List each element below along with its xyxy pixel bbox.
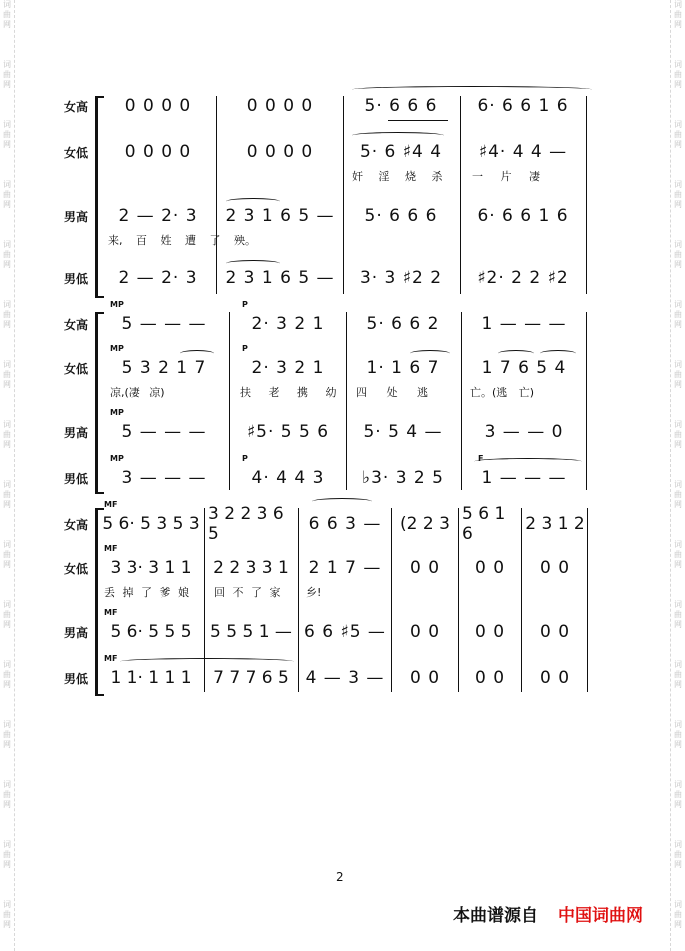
measure: 2 3 1 6 5 — [225, 268, 335, 288]
barline [229, 312, 230, 490]
system-brace [95, 312, 104, 494]
measure: 4· 4 4 3 [251, 468, 325, 488]
measure: 3 — — — [121, 468, 207, 488]
measure: 6· 6 6 1 6 [477, 206, 569, 226]
measure: 0 0 [409, 558, 441, 578]
page-number: 2 [336, 870, 344, 884]
watermark-glyph: 网 [3, 320, 11, 329]
watermark-glyph: 曲 [3, 730, 11, 739]
watermark-glyph: 词 [674, 480, 682, 489]
dynamic-marking: MF [104, 654, 118, 663]
watermark-glyph: 词 [3, 240, 11, 249]
watermark-glyph: 词 [3, 780, 11, 789]
barline [216, 96, 217, 294]
watermark-glyphs [1, 240, 13, 270]
watermark-glyphs [672, 840, 684, 870]
measure: 5· 6 6 2 [366, 314, 440, 334]
watermark-glyph: 词 [3, 660, 11, 669]
watermark-glyphs [1, 480, 13, 510]
lyric-line: 丢 掉 了 爹 娘 [104, 586, 189, 599]
watermark-glyphs [1, 120, 13, 150]
watermark-glyph: 曲 [674, 130, 682, 139]
dynamic-marking: F [478, 454, 484, 463]
lyric-line: 乡! [306, 586, 322, 599]
watermark-glyph: 网 [674, 920, 682, 929]
system-brace [95, 96, 104, 298]
watermark-glyphs [672, 60, 684, 90]
watermark-glyph: 曲 [3, 10, 11, 19]
barline [521, 508, 522, 692]
measure: 5 5 5 1 — [210, 622, 292, 642]
voice-label: 女低 [64, 146, 89, 160]
measure: 5 — — — [121, 422, 207, 442]
watermark-glyph: 网 [674, 260, 682, 269]
measure: 0 0 0 0 [246, 96, 314, 116]
measure: (2 2 3 [400, 514, 450, 534]
watermark-glyphs [672, 900, 684, 930]
watermark-glyph: 网 [674, 740, 682, 749]
watermark-glyph: 网 [3, 920, 11, 929]
dynamic-marking: MF [104, 608, 118, 617]
watermark-glyph: 曲 [3, 430, 11, 439]
watermark-glyph: 网 [3, 620, 11, 629]
measure: 0 0 [474, 668, 506, 688]
measure: 5· 5 4 — [363, 422, 443, 442]
watermark-glyphs [672, 780, 684, 810]
watermark-glyph: 网 [674, 860, 682, 869]
watermark-glyphs [672, 720, 684, 750]
dynamic-marking: P [242, 300, 248, 309]
lyric-line: 凉,(凄 凉) [110, 386, 165, 399]
measure: 1 — — — [481, 468, 567, 488]
lyric-line: 扶 老 携 幼 [240, 386, 337, 399]
watermark-glyph: 词 [3, 420, 11, 429]
watermark-glyph: 曲 [3, 850, 11, 859]
watermark-glyph: 曲 [3, 190, 11, 199]
watermark-glyph: 网 [674, 800, 682, 809]
watermark-glyphs [1, 900, 13, 930]
voice-label: 女高 [64, 318, 89, 332]
watermark-glyph: 曲 [674, 670, 682, 679]
watermark-glyph: 曲 [3, 670, 11, 679]
dynamic-marking: P [242, 454, 248, 463]
measure: 2 3 1 2 [525, 514, 585, 534]
watermark-glyph: 网 [674, 620, 682, 629]
watermark-glyph: 曲 [674, 910, 682, 919]
voice-label: 男低 [64, 472, 89, 486]
measure: 2· 3 2 1 [251, 358, 325, 378]
barline [298, 508, 299, 692]
measure: 2 — 2· 3 [118, 268, 198, 288]
measure: 1 1· 1 1 1 [110, 668, 192, 688]
measure: 6 6 ♯5 — [304, 622, 386, 642]
watermark-glyph: 网 [674, 80, 682, 89]
watermark-glyphs [672, 420, 684, 450]
watermark-glyph: 词 [3, 480, 11, 489]
beam [388, 120, 448, 121]
watermark-glyph: 曲 [674, 610, 682, 619]
lyric-line: 一 片 凄 [472, 170, 540, 183]
watermark-glyph: 词 [674, 180, 682, 189]
watermark-glyph: 曲 [674, 730, 682, 739]
watermark-glyph: 曲 [3, 610, 11, 619]
watermark-glyph: 词 [3, 60, 11, 69]
watermark-glyph: 词 [3, 600, 11, 609]
measure: 0 0 [474, 622, 506, 642]
measure: 5· 6 6 6 [364, 96, 438, 116]
measure: 5 6· 5 5 5 [110, 622, 192, 642]
measure: 7 7 7 6 5 [213, 668, 289, 688]
measure: 0 0 [539, 668, 571, 688]
measure: 0 0 [409, 668, 441, 688]
measure: 1 — — — [481, 314, 567, 334]
slur [120, 658, 294, 665]
watermark-glyph: 词 [674, 720, 682, 729]
watermark-glyph: 词 [674, 660, 682, 669]
watermark-glyph: 词 [3, 720, 11, 729]
lyric-line: 四 处 逃 [356, 386, 428, 399]
measure: 3· 3 ♯2 2 [359, 268, 443, 288]
voice-label: 男低 [64, 672, 89, 686]
watermark-glyphs [1, 180, 13, 210]
watermark-glyph: 网 [674, 500, 682, 509]
watermark-glyphs [1, 840, 13, 870]
watermark-glyph: 曲 [674, 490, 682, 499]
watermark-glyph: 网 [674, 140, 682, 149]
watermark-glyph: 词 [3, 180, 11, 189]
watermark-glyphs [1, 600, 13, 630]
watermark-glyph: 词 [674, 360, 682, 369]
watermark-glyph: 曲 [3, 490, 11, 499]
watermark-glyphs [672, 360, 684, 390]
measure: 5 6 1 6 [462, 504, 506, 544]
watermark-glyph: 网 [674, 200, 682, 209]
watermark-glyphs [672, 660, 684, 690]
barline [343, 96, 344, 294]
watermark-glyphs [672, 120, 684, 150]
barline [346, 312, 347, 490]
lyric-line: 来, 百 姓 遭 了 殃。 [108, 234, 256, 247]
slur [474, 458, 582, 465]
watermark-glyph: 曲 [3, 790, 11, 799]
watermark-glyph: 网 [674, 20, 682, 29]
slur [410, 350, 450, 357]
watermark-glyph: 词 [674, 60, 682, 69]
watermark-glyph: 曲 [674, 190, 682, 199]
watermark-glyphs [1, 60, 13, 90]
slur [180, 350, 214, 357]
source-label: 本曲谱源自 [453, 906, 538, 926]
watermark-glyph: 网 [674, 380, 682, 389]
watermark-glyphs [672, 540, 684, 570]
watermark-glyph: 词 [3, 0, 11, 9]
watermark-glyph: 网 [674, 560, 682, 569]
watermark-glyph: 曲 [674, 790, 682, 799]
watermark-glyph: 曲 [674, 370, 682, 379]
watermark-glyph: 词 [674, 420, 682, 429]
dynamic-marking: MF [104, 500, 118, 509]
watermark-glyphs [1, 420, 13, 450]
dynamic-marking: MP [110, 300, 124, 309]
measure: 1 7 6 5 4 [481, 358, 567, 378]
measure: 6 6 3 — [308, 514, 382, 534]
watermark-glyph: 网 [3, 20, 11, 29]
barline [586, 312, 587, 490]
watermark-glyph: 曲 [3, 370, 11, 379]
measure: 3 2 2 3 6 5 [208, 504, 284, 544]
slur [352, 132, 444, 139]
measure: ♯4· 4 4 — [478, 142, 568, 162]
measure: 1· 1 6 7 [366, 358, 440, 378]
measure: 5· 6 ♯4 4 [359, 142, 443, 162]
watermark-glyphs [1, 780, 13, 810]
watermark-glyph: 网 [3, 860, 11, 869]
dynamic-marking: MP [110, 344, 124, 353]
voice-label: 女低 [64, 362, 89, 376]
watermark-glyph: 曲 [674, 10, 682, 19]
watermark-glyph: 词 [3, 360, 11, 369]
measure: 5 3 2 1 7 [121, 358, 207, 378]
measure: 0 0 0 0 [246, 142, 314, 162]
barline [587, 508, 588, 692]
watermark-glyph: 网 [3, 380, 11, 389]
watermark-glyphs [1, 720, 13, 750]
source-site-name: 中国词曲网 [558, 906, 643, 926]
measure: ♯5· 5 5 6 [246, 422, 330, 442]
slur [226, 260, 280, 267]
watermark-glyph: 网 [3, 440, 11, 449]
watermark-glyphs [672, 600, 684, 630]
watermark-glyph: 曲 [3, 130, 11, 139]
voice-label: 男高 [64, 210, 89, 224]
watermark-glyphs [1, 540, 13, 570]
watermark-glyph: 网 [674, 320, 682, 329]
measure: 5 — — — [121, 314, 207, 334]
watermark-glyph: 曲 [3, 910, 11, 919]
lyric-line: 回 不 了 家 [214, 586, 281, 599]
slur [226, 198, 280, 205]
watermark-glyph: 曲 [3, 310, 11, 319]
dynamic-marking: MP [110, 408, 124, 417]
slur [540, 350, 576, 357]
voice-label: 女低 [64, 562, 89, 576]
watermark-glyph: 词 [3, 540, 11, 549]
watermark-glyph: 曲 [3, 550, 11, 559]
measure: 2 3 1 6 5 — [225, 206, 335, 226]
watermark-glyph: 网 [3, 80, 11, 89]
measure: 0 0 0 0 [124, 96, 192, 116]
voice-label: 女高 [64, 518, 89, 532]
watermark-glyph: 网 [674, 440, 682, 449]
watermark-glyph: 曲 [674, 550, 682, 559]
watermark-glyph: 网 [3, 560, 11, 569]
slur [352, 86, 592, 93]
watermark-glyph: 曲 [3, 70, 11, 79]
watermark-glyph: 曲 [674, 70, 682, 79]
measure: 2 1 7 — [308, 558, 382, 578]
watermark-glyph: 词 [674, 840, 682, 849]
watermark-glyph: 词 [674, 0, 682, 9]
measure: 2 — 2· 3 [118, 206, 198, 226]
watermark-glyph: 曲 [3, 250, 11, 259]
watermark-glyph: 网 [3, 740, 11, 749]
watermark-glyph: 曲 [674, 250, 682, 259]
barline [461, 312, 462, 490]
voice-label: 男高 [64, 426, 89, 440]
dynamic-marking: P [242, 344, 248, 353]
dynamic-marking: MF [104, 544, 118, 553]
watermark-glyph: 曲 [674, 310, 682, 319]
voice-label: 男高 [64, 626, 89, 640]
watermark-glyph: 词 [674, 540, 682, 549]
lyric-line: 奸 淫 烧 杀 [352, 170, 443, 183]
slur [498, 350, 534, 357]
watermark-glyph: 词 [674, 900, 682, 909]
watermark-glyphs [1, 0, 13, 30]
source-credit [453, 901, 643, 926]
watermark-glyphs [1, 660, 13, 690]
watermark-glyph: 词 [3, 900, 11, 909]
measure: 0 0 [409, 622, 441, 642]
watermark-glyph: 词 [674, 600, 682, 609]
watermark-glyphs [1, 300, 13, 330]
measure: 6· 6 6 1 6 [477, 96, 569, 116]
watermark-glyphs [672, 300, 684, 330]
watermark-glyphs [672, 480, 684, 510]
barline [460, 96, 461, 294]
watermark-glyph: 网 [3, 260, 11, 269]
measure: 0 0 [474, 558, 506, 578]
watermark-glyph: 词 [674, 780, 682, 789]
watermark-glyph: 词 [3, 840, 11, 849]
measure: 4 — 3 — [305, 668, 385, 688]
measure: 2· 3 2 1 [251, 314, 325, 334]
measure: 0 0 [539, 558, 571, 578]
lyric-line: 亡。(逃 亡) [470, 386, 535, 399]
watermark-glyph: 词 [674, 240, 682, 249]
voice-label: 女高 [64, 100, 89, 114]
watermark-glyphs [672, 0, 684, 30]
barline [391, 508, 392, 692]
watermark-glyph: 词 [674, 120, 682, 129]
watermark-glyph: 网 [3, 800, 11, 809]
watermark-glyph: 网 [3, 680, 11, 689]
watermark-glyph: 网 [3, 140, 11, 149]
dynamic-marking: MP [110, 454, 124, 463]
measure: ♯2· 2 2 ♯2 [477, 268, 569, 288]
watermark-glyph: 曲 [674, 430, 682, 439]
watermark-glyph: 曲 [674, 850, 682, 859]
measure: 2 2 3 3 1 [213, 558, 289, 578]
watermark-glyph: 网 [674, 680, 682, 689]
watermark-glyph: 词 [3, 120, 11, 129]
measure: 3 — — 0 [484, 422, 564, 442]
barline [458, 508, 459, 692]
watermark-glyph: 词 [674, 300, 682, 309]
slur [312, 498, 372, 505]
watermark-glyphs [672, 240, 684, 270]
measure: 3 3· 3 1 1 [110, 558, 192, 578]
voice-label: 男低 [64, 272, 89, 286]
barline [586, 96, 587, 294]
watermark-glyph: 词 [3, 300, 11, 309]
watermark-glyphs [672, 180, 684, 210]
measure: 5· 6 6 6 [364, 206, 438, 226]
measure: ♭3· 3 2 5 [362, 468, 444, 488]
measure: 0 0 [539, 622, 571, 642]
measure: 5 6· 5 3 5 3 [102, 514, 200, 534]
watermark-glyph: 网 [3, 200, 11, 209]
watermark-glyphs [1, 360, 13, 390]
watermark-glyph: 网 [3, 500, 11, 509]
measure: 0 0 0 0 [124, 142, 192, 162]
